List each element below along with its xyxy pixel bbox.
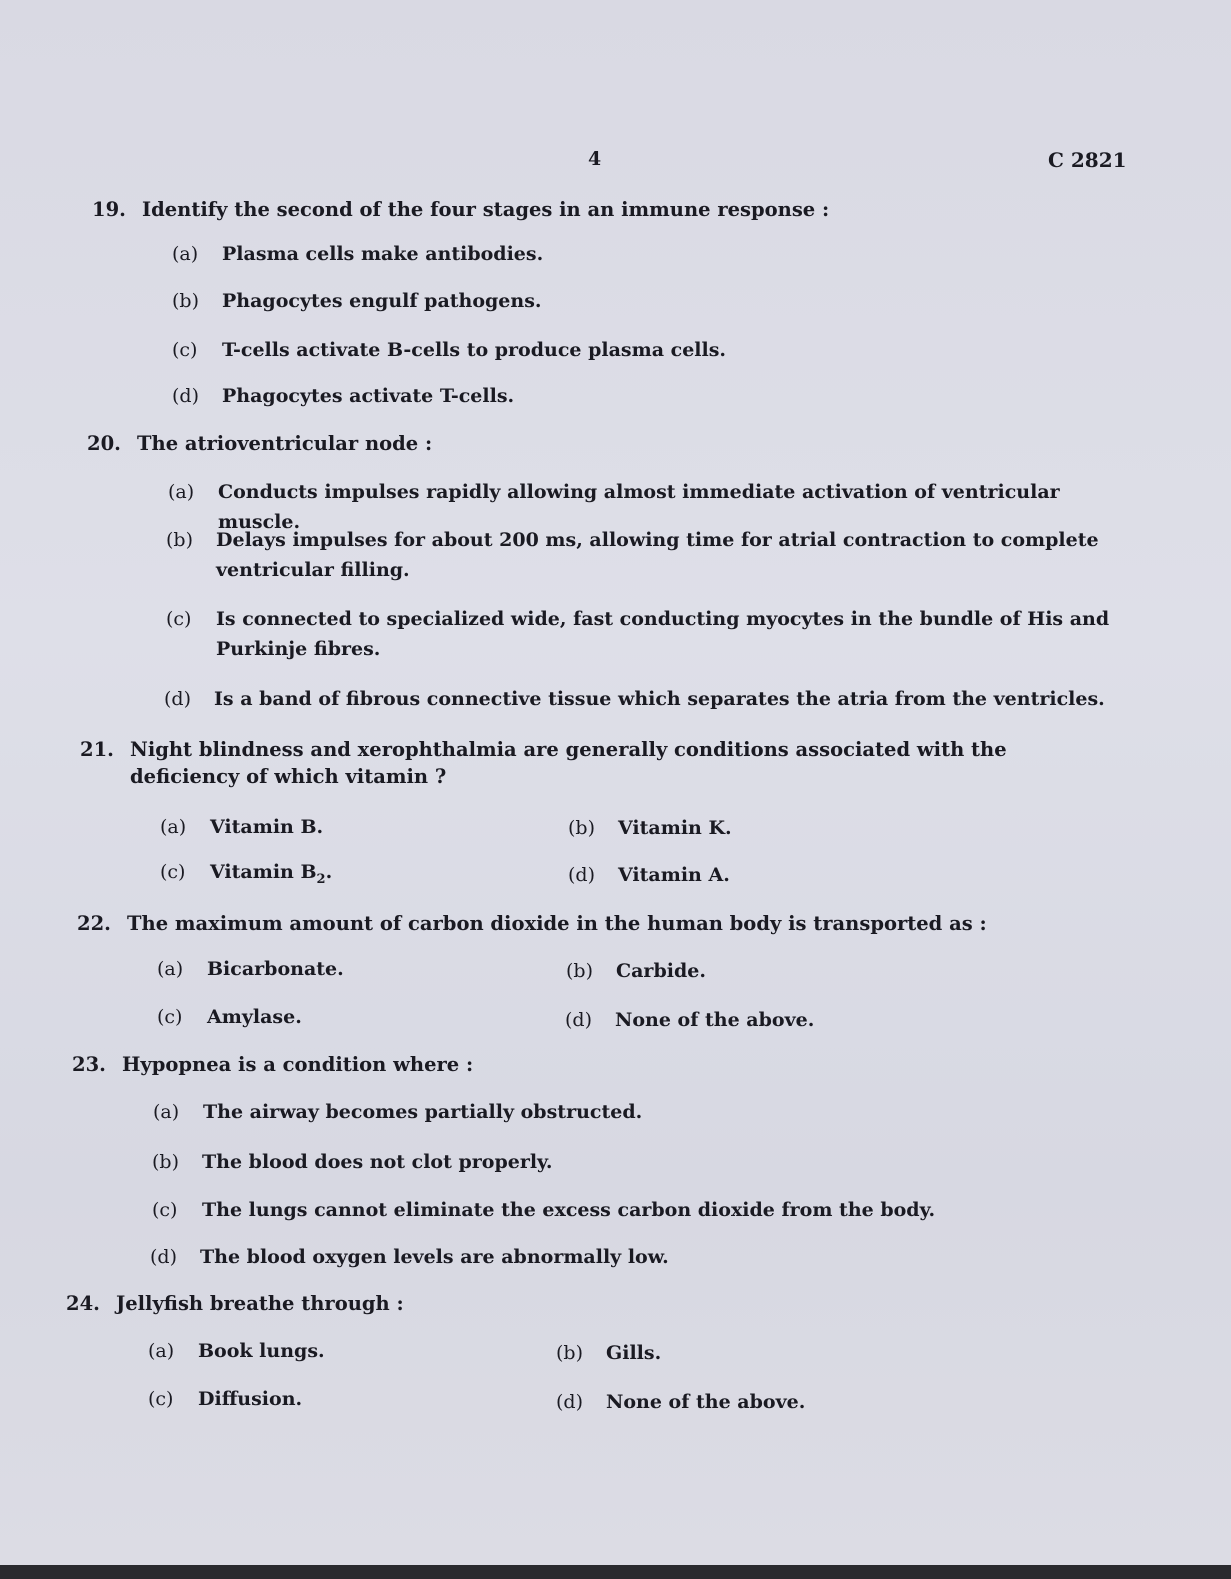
question-21	[80, 736, 1120, 790]
option-text: None of the above.	[615, 1009, 815, 1031]
option-label: (d)	[556, 1391, 583, 1413]
option-text: The lungs cannot eliminate the excess carbon dioxide from the body.	[202, 1199, 936, 1221]
option-text: The blood oxygen levels are abnormally low.	[200, 1246, 669, 1268]
option-23c	[152, 1195, 935, 1225]
option-text: None of the above.	[606, 1391, 806, 1413]
option-24a	[148, 1336, 325, 1366]
question-text: Jellyfish breathe through :	[116, 1292, 404, 1315]
option-label: (c)	[152, 1199, 178, 1221]
option-text: Vitamin B.	[210, 816, 324, 838]
option-label: (a)	[172, 243, 199, 265]
option-text: Book lungs.	[198, 1340, 325, 1362]
question-number: 21.	[80, 738, 114, 761]
question-text: The atrioventricular node :	[137, 432, 433, 455]
option-label: (c)	[166, 608, 192, 630]
option-text: Vitamin $B_2$.	[210, 861, 333, 887]
option-24c	[148, 1384, 302, 1414]
option-text: Delays impulses for about 200 ms, allowing time for atrial contraction to complete ventricular filling.	[216, 529, 1099, 581]
option-24b	[556, 1338, 661, 1368]
option-label: (a)	[160, 816, 187, 838]
option-label: (a)	[148, 1340, 175, 1362]
option-text: Bicarbonate.	[207, 958, 344, 980]
question-number: 22.	[77, 912, 111, 935]
option-label: (b)	[556, 1342, 583, 1364]
option-21d	[568, 860, 730, 890]
option-text: Diffusion.	[198, 1388, 303, 1410]
question-number: 24.	[66, 1292, 100, 1315]
option-text: T-cells activate B-cells to produce plasma cells.	[222, 339, 727, 361]
option-label: (a)	[168, 481, 195, 503]
option-text: Vitamin K.	[618, 817, 732, 839]
option-21b	[568, 813, 732, 843]
option-text: Phagocytes engulf pathogens.	[222, 290, 542, 312]
option-label: (c)	[160, 861, 186, 883]
option-text: The airway becomes partially obstructed.	[203, 1101, 643, 1123]
option-20c	[166, 604, 1126, 664]
option-label: (d)	[172, 385, 199, 407]
option-label: (b)	[172, 290, 199, 312]
option-21a	[160, 812, 323, 842]
option-23a	[153, 1097, 642, 1127]
question-text: Hypopnea is a condition where :	[122, 1053, 474, 1076]
option-text: Conducts impulses rapidly allowing almost immediate activation of ventricular muscle.	[218, 481, 1060, 533]
option-20d	[164, 684, 1124, 714]
option-23d	[150, 1242, 669, 1272]
option-label: (b)	[566, 960, 593, 982]
question-text: The maximum amount of carbon dioxide in the human body is transported as :	[127, 912, 987, 935]
option-label: (c)	[172, 339, 198, 361]
question-19	[92, 196, 1132, 223]
question-number: 19.	[92, 198, 126, 221]
question-text: Identify the second of the four stages in an immune response :	[142, 198, 830, 221]
option-label: (c)	[148, 1388, 174, 1410]
option-22b	[566, 956, 706, 986]
option-label: (b)	[568, 817, 595, 839]
option-22c	[157, 1002, 302, 1032]
option-text: Is a band of fibrous connective tissue which separates the atria from the ventricles.	[214, 688, 1105, 710]
option-24d	[556, 1387, 805, 1417]
option-text: The blood does not clot properly.	[202, 1151, 553, 1173]
option-20b	[166, 525, 1126, 585]
paper-code: C 2821	[1048, 148, 1127, 172]
question-23	[72, 1051, 1112, 1078]
option-text: Gills.	[606, 1342, 662, 1364]
option-23b	[152, 1147, 553, 1177]
option-text: Carbide.	[616, 960, 706, 982]
option-text: Phagocytes activate T-cells.	[222, 385, 515, 407]
option-19c	[172, 335, 726, 365]
scan-bottom-edge	[0, 1565, 1231, 1579]
option-label: (c)	[157, 1006, 183, 1028]
question-number: 23.	[72, 1053, 106, 1076]
option-label: (d)	[164, 688, 191, 710]
option-21c	[160, 857, 332, 895]
option-label: (b)	[166, 529, 193, 551]
option-label: (b)	[152, 1151, 179, 1173]
option-label: (d)	[150, 1246, 177, 1268]
option-19d	[172, 381, 514, 411]
option-label: (a)	[153, 1101, 180, 1123]
option-22a	[157, 954, 344, 984]
option-19b	[172, 286, 542, 316]
option-label: (a)	[157, 958, 184, 980]
question-number: 20.	[87, 432, 121, 455]
option-label: (d)	[568, 864, 595, 886]
option-text: Vitamin A.	[618, 864, 730, 886]
option-text: Plasma cells make antibodies.	[222, 243, 544, 265]
question-22	[77, 910, 1117, 937]
page-number: 4	[588, 148, 602, 170]
question-20	[87, 430, 1127, 457]
question-text: Night blindness and xerophthalmia are generally conditions associated with the deficiency of which vitamin ?	[130, 738, 1007, 788]
option-22d	[565, 1005, 814, 1035]
option-text: Is connected to specialized wide, fast conducting myocytes in the bundle of His and Purkinje fibres.	[216, 608, 1110, 660]
question-24	[66, 1290, 1106, 1317]
option-label: (d)	[565, 1009, 592, 1031]
option-19a	[172, 239, 543, 269]
option-text: Amylase.	[207, 1006, 302, 1028]
